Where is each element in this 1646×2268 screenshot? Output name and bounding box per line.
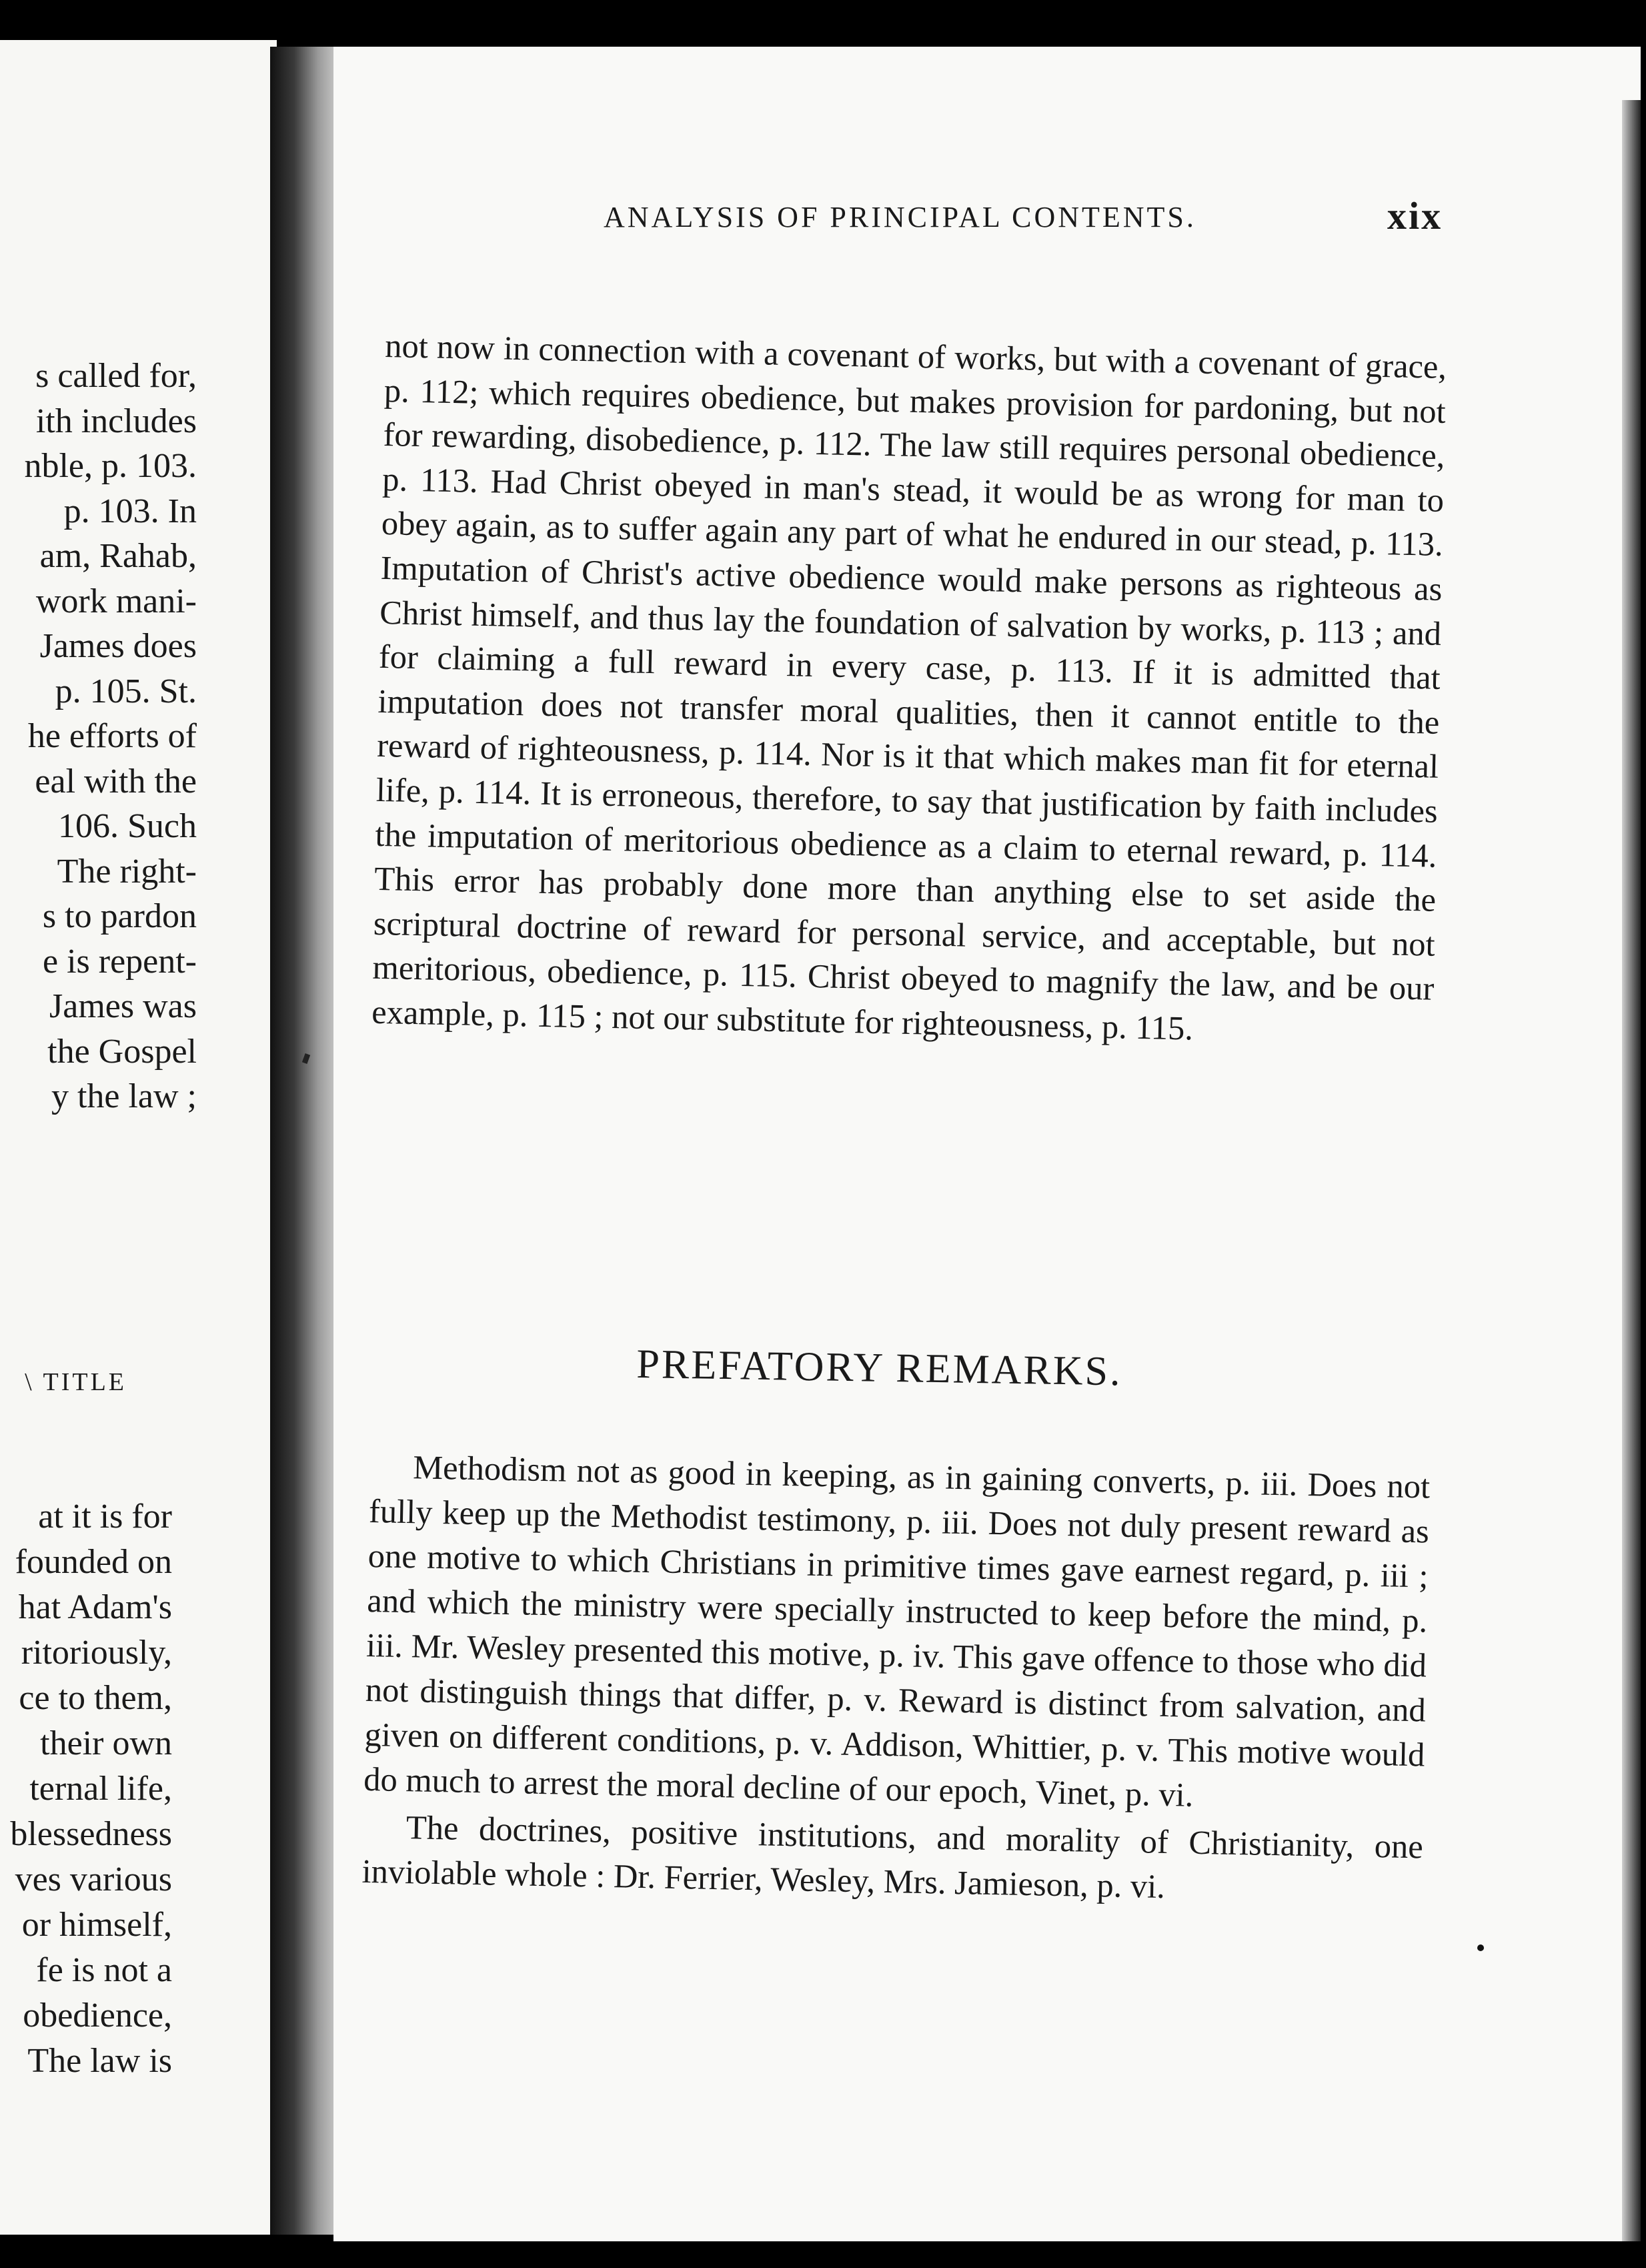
left-line: blessedness [10, 1815, 172, 1853]
left-page-text-bottom [0, 1494, 172, 2084]
left-line: e is repent- [42, 942, 197, 981]
left-facing-page [0, 40, 277, 2235]
left-line: The law is [27, 2042, 172, 2080]
left-line: fe is not a [36, 1951, 172, 1989]
page-number: xix [1387, 194, 1443, 237]
left-line: the Gospel [47, 1032, 197, 1071]
left-line: obedience, [23, 1997, 172, 2035]
left-line: s called for, [35, 357, 197, 395]
left-line: p. 105. St. [55, 672, 197, 710]
left-line: ritoriously, [21, 1634, 172, 1672]
left-line: James does [39, 627, 197, 665]
left-line: nble, p. 103. [24, 447, 197, 485]
left-line: The right- [57, 852, 197, 891]
page-edge-shadow [1622, 100, 1641, 2241]
left-line: founded on [15, 1543, 172, 1581]
ink-speck [1477, 1944, 1484, 1951]
left-page-heading: \ TITLE [25, 1368, 127, 1396]
left-line: ternal life, [29, 1770, 172, 1808]
left-line: p. 103. In [63, 492, 197, 530]
left-line: he efforts of [27, 717, 197, 755]
left-line: work mani- [35, 582, 197, 620]
left-line: James was [49, 987, 197, 1025]
section-title: PREFATORY REMARKS. [636, 1341, 1123, 1395]
left-line: ith includes [35, 402, 197, 440]
left-line: ce to them, [19, 1679, 172, 1717]
left-line: eal with the [35, 762, 197, 800]
analysis-paragraph: not now in connection with a covenant of works, but with a covenant of grace, p. 112; which requires obedience, but makes provision for pardoning, but not for rewarding, disobedience, p. 112. The law still requires personal obedience, p. 113. Had Christ obeyed in man's stead, it would be as wrong for man to obey again, as to suffer again any part of what he endured in our stead, p. 113. Imputation of Christ's active obedience would make persons as righteous as Christ himself, and thus lay the foundation of salvation by works, p. 113 ; and for claiming a full reward in every case, p. 113. If it is admitted that imputation does not transfer moral qualities, then it cannot entitle to the reward of righteousness, p. 114. Nor is it that which makes man fit for eternal life, p. 114. It is erroneous, therefore, to say that justification by faith includes the imputation of meritorious obedience as a claim to eternal reward, p. 114. This error has probably done more than anything else to set aside the scriptural doctrine of reward for personal service, and acceptable, but not meritorious, obedience, p. 115. Christ obeyed to magnify the law, and be our example, p. 115 ; not our substitute for righteousness, p. 115. [371, 326, 1447, 1047]
left-line: y the law ; [51, 1077, 197, 1115]
left-page-text-top [0, 354, 197, 1119]
prefatory-text-block [361, 1444, 1431, 1914]
left-line: or himself, [21, 1906, 172, 1944]
prefatory-paragraph: The doctrines, positive institutions, and morality of Christianity, one inviolable whole : Dr. Ferrier, Wesley, Mrs. Jamieson, p. vi. [361, 1808, 1424, 1905]
analysis-text-block [371, 324, 1447, 1055]
left-line: hat Adam's [18, 1588, 172, 1626]
left-line: ves various [15, 1860, 172, 1898]
left-line: am, Rahab, [39, 537, 197, 575]
prefatory-paragraph: Methodism not as good in keeping, as in gaining converts, p. iii. Does not fully keep up the Methodist testimony, p. iii. Does not duly present reward as one motive to which Christians in primitive times gave earnest regard, p. iii ; and which the ministry were specially instructed to keep before the mind, p. iii. Mr. Wesley presented this motive, p. iv. This gave offence to those who did not distinguish things that differ, p. v. Reward is distinct from salvation, and given on different conditions, p. v. Addison, Whittier, p. v. This motive would do much to arrest the moral decline of our epoch, Vinet, p. vi. [363, 1448, 1431, 1814]
left-line: their own [40, 1724, 172, 1762]
running-head: ANALYSIS OF PRINCIPAL CONTENTS. [604, 201, 1196, 233]
left-line: at it is for [38, 1498, 172, 1536]
left-line: s to pardon [42, 897, 197, 935]
left-line: 106. Such [58, 807, 197, 845]
